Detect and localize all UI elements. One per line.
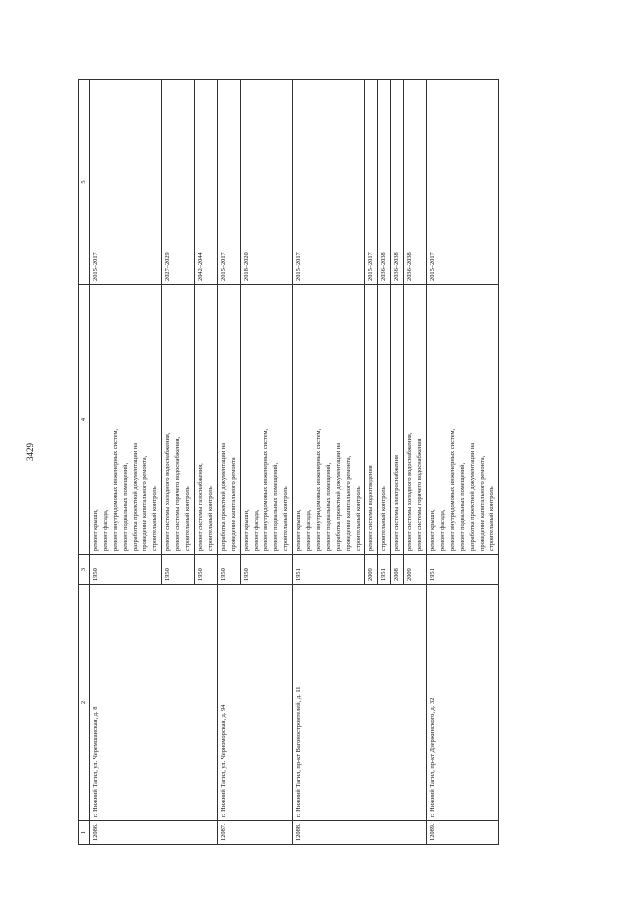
year-cell: 1950: [194, 555, 217, 585]
header-cell-4: 4: [79, 285, 90, 555]
row-number-cell: 12088.: [293, 821, 427, 845]
address-cell: г. Нижний Тагил, ул. Черноморская, д. 94: [217, 585, 292, 821]
works-cell: ремонт системы электроснабжения: [391, 285, 404, 555]
works-cell: ремонт крыши, ремонт фасада, ремонт внутридомовых инженерных систем, ремонт подвальных помещений, строительный контроль: [240, 285, 293, 555]
works-cell: ремонт системы водоотведения: [365, 285, 378, 555]
header-cell-5: 5: [79, 80, 90, 285]
row-number-cell: 12089.: [427, 821, 499, 845]
year-cell: 1950: [217, 555, 240, 585]
year-cell: 1950: [162, 555, 195, 585]
address-cell: г. Нижний Тагил, ул. Черемшанская, д. 8: [89, 585, 217, 821]
address-cell: г. Нижний Тагил, пр-кт Дзержинского, д. 32: [427, 585, 499, 821]
works-cell: ремонт крыши, ремонт фасада, ремонт внутридомовых инженерных систем, ремонт подвальных помещений, разработка проектной документации на проведение капитального ремонта, строительный контроль: [89, 285, 161, 555]
period-cell: 2015–2017: [217, 80, 240, 285]
header-cell-1: 1: [79, 821, 90, 845]
repair-schedule-table: [78, 79, 499, 845]
year-cell: 1950: [240, 555, 293, 585]
row-number-cell: 12086.: [89, 821, 217, 845]
period-cell: 2015–2017: [427, 80, 499, 285]
table-row: [427, 80, 499, 845]
works-cell: строительный контроль: [378, 285, 391, 555]
row-number-cell: 12087.: [217, 821, 292, 845]
period-cell: 2036–2038: [391, 80, 404, 285]
year-cell: 1951: [427, 555, 499, 585]
header-cell-2: 2: [79, 585, 90, 821]
header-row: [79, 80, 90, 845]
table-row: [293, 80, 365, 845]
header-cell-3: 3: [79, 555, 90, 585]
works-cell: ремонт крыши, ремонт фасада, ремонт внутридомовых инженерных систем, ремонт подвальных помещений, разработка проектной документации на проведение капитального ремонта, строительный контроль: [427, 285, 499, 555]
year-cell: 1950: [89, 555, 161, 585]
works-cell: ремонт системы газоснабжения, строительный контроль: [194, 285, 217, 555]
period-cell: 2036–2038: [378, 80, 391, 285]
table-body: [79, 80, 499, 845]
works-cell: разработка проектной документации на проведение капитального ремонта: [217, 285, 240, 555]
address-cell: г. Нижний Тагил, пр-кт Вагоностроителей, д. 11: [293, 585, 427, 821]
page-number: [20, 437, 40, 467]
table-row: [217, 80, 240, 845]
works-cell: ремонт системы холодного водоснабжения, ремонт системы горячего водоснабжения, строительный контроль: [162, 285, 195, 555]
period-cell: 2027–2029: [162, 80, 195, 285]
year-cell: 1951: [293, 555, 365, 585]
period-cell: 2018–2020: [240, 80, 293, 285]
period-cell: 2036–2038: [404, 80, 427, 285]
period-cell: 2042–2044: [194, 80, 217, 285]
page-number-text: 3429: [25, 443, 35, 461]
year-cell: 2009: [404, 555, 427, 585]
period-cell: 2015–2017: [89, 80, 161, 285]
year-cell: 2008: [391, 555, 404, 585]
period-cell: 2015–2017: [293, 80, 365, 285]
rotated-table-frame: [78, 80, 578, 845]
period-cell: 2015–2017: [365, 80, 378, 285]
works-cell: ремонт крыши, ремонт фасада, ремонт внутридомовых инженерных систем, ремонт подвальных помещений, разработка проектной документации на проведение капитального ремонта, строительный контроль: [293, 285, 365, 555]
year-cell: 1951: [378, 555, 391, 585]
rotated-sheet: [78, 80, 578, 845]
year-cell: 2009: [365, 555, 378, 585]
works-cell: ремонт системы холодного водоснабжения, ремонт системы горячего водоснабжения: [404, 285, 427, 555]
table-row: [89, 80, 161, 845]
